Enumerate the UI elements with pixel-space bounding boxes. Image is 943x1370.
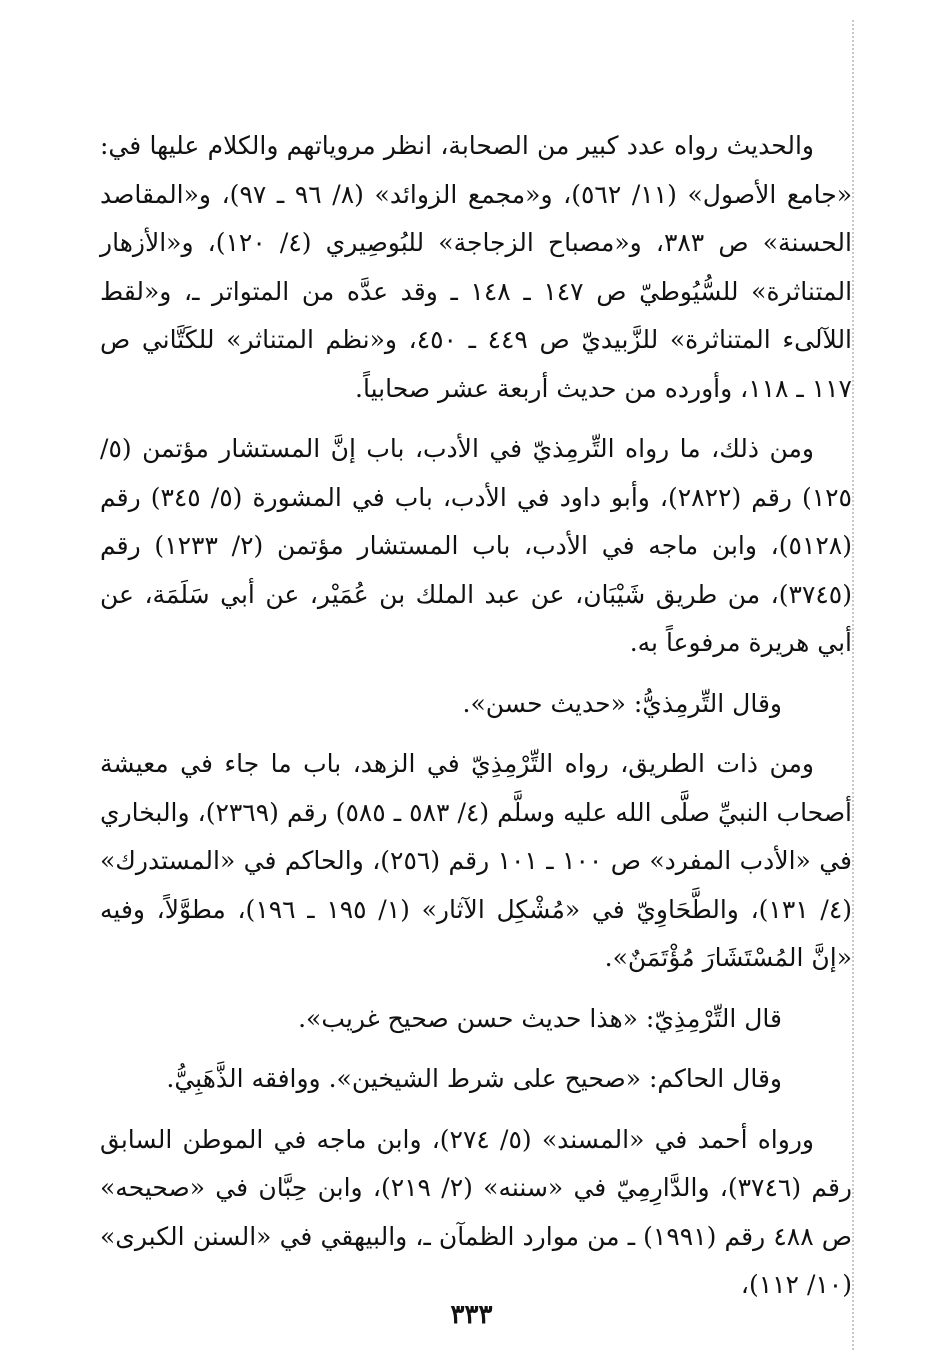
paragraph-zuhd: ومن ذات الطريق، رواه التِّرْمِذِيّ في الزهد، باب ما جاء في معيشة أصحاب النبيِّ صلَّى الله عليه وسلَّم (٤/ ٥٨٣ ـ ٥٨٥) رقم (٢٣٦٩)، والبخاري في «الأدب المفرد» ص ١٠٠ ـ ١٠١ رقم (٢٥٦)، والحاكم في «المستدرك» (٤/ ١٣١)، والطَّحَاوِيّ في «مُشْكِل الآثار» (١/ ١٩٥ ـ ١٩٦)، مطوَّلاً، وفيه «إنَّ المُسْتَشَارَ مُؤْتَمَنٌ».	[100, 749, 853, 972]
paragraph-tirmidhi-adab: ومن ذلك، ما رواه التِّرمِذيّ في الأدب، باب إنَّ المستشار مؤتمن (٥/ ١٢٥) رقم (٢٨٢٢)، وأبو داود في الأدب، باب في المشورة (٥/ ٣٤٥) رقم (٥١٢٨)، وابن ماجه في الأدب، باب المستشار مؤتمن (٢/ ١٢٣٣) رقم (٣٧٤٥)، من طريق شَيْبَان، عن عبد الملك بن عُمَيْر، عن أبي سَلَمَة، عن أبي هريرة مرفوعاً به.	[100, 434, 852, 657]
page-edge-dots	[852, 20, 854, 1350]
quote-tirmidhi-hasan: وقال التِّرمِذيُّ: «حديث حسن».	[462, 688, 782, 718]
paragraph-hadith-sources: والحديث رواه عدد كبير من الصحابة، انظر مروياتهم والكلام عليها في: «جامع الأصول» (١١/ ٥٦٢)، و«مجمع الزوائد» (٨/ ٩٦ ـ ٩٧)، و«المقاصد الحسنة» ص ٣٨٣، و«مصباح الزجاجة» للبُوصِيري (٤/ ١٢٠)، و«الأزهار المتناثرة» للسُّيُوطيّ ص ١٤٧ ـ ١٤٨ ـ وقد عدَّه من المتواتر ـ، و«لقط اللآلىء المتناثرة» للزَّبيديّ ص ٤٤٩ ـ ٤٥٠، و«نظم المتناثر» للكَتَّاني ص ١١٧ ـ ١١٨، وأورده من حديث أربعة عشر صحابياً.	[100, 131, 853, 403]
body-text	[100, 122, 852, 1322]
quote-tirmidhi-gharib: قال التِّرْمِذِيّ: «هذا حديث حسن صحيح غريب».	[298, 1003, 782, 1033]
quote-hakim: وقال الحاكم: «صحيح على شرط الشيخين». ووافقه الذَّهَبِيُّ.	[166, 1064, 782, 1093]
paragraph-ahmad-musnad: ورواه أحمد في «المسند» (٥/ ٢٧٤)، وابن ماجه في الموطن السابق رقم (٣٧٤٦)، والدَّارِمِيّ في «سننه» (٢/ ٢١٩)، وابن حِبَّان في «صحيحه» ص ٤٨٨ رقم (١٩٩١) ـ من موارد الظمآن ـ، والبيهقي في «السنن الكبرى» (١٠/ ١١٢)،	[100, 1124, 853, 1299]
page-number: ٣٣٣	[450, 1300, 493, 1330]
